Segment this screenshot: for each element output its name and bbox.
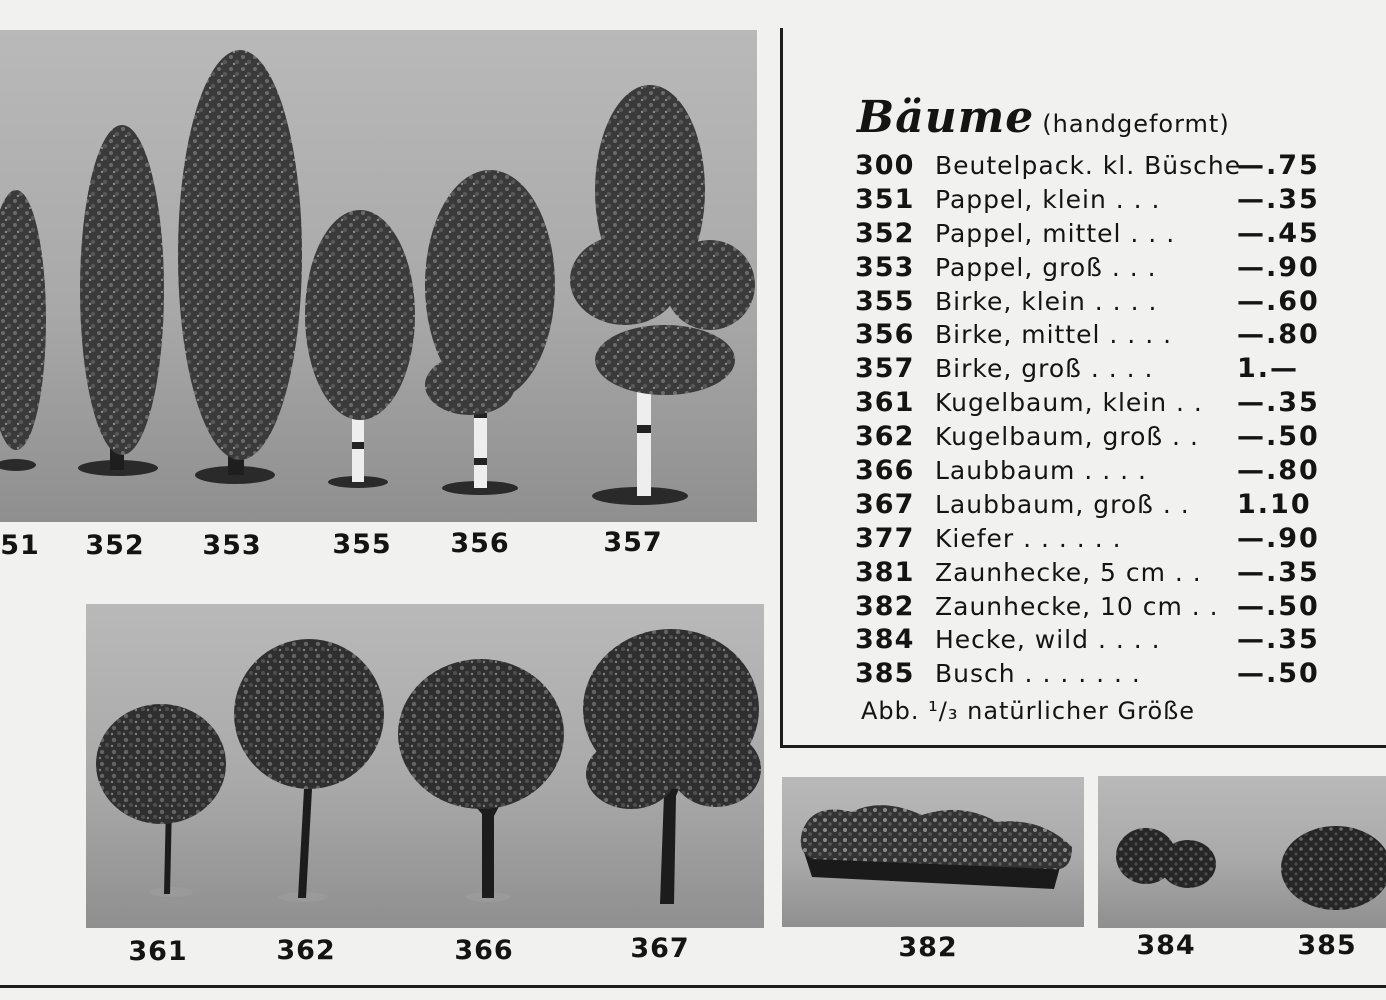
item-price: 1.10 — [1237, 488, 1312, 520]
trees-illustration-top — [0, 30, 757, 522]
item-price: —.80 — [1237, 455, 1320, 487]
vertical-rule — [780, 28, 783, 748]
item-description: Kugelbaum, groß . . — [935, 422, 1199, 452]
item-number: 367 — [855, 488, 915, 520]
item-price: —.50 — [1237, 590, 1320, 622]
item-number: 384 — [855, 624, 915, 656]
trees-illustration-middle — [86, 604, 764, 928]
item-number: 353 — [855, 251, 915, 283]
item-description: Zaunhecke, 10 cm . . — [935, 591, 1219, 621]
item-description: Beutelpack. kl. Büsche — [935, 151, 1242, 180]
item-number: 352 — [855, 217, 915, 249]
photo-bushes — [1098, 776, 1386, 928]
price-list — [855, 150, 1325, 692]
photo-poplars-birches — [0, 30, 757, 522]
item-number: 300 — [855, 150, 915, 181]
figure-label: 384 — [1136, 930, 1196, 961]
catalog-heading — [857, 92, 1230, 143]
price-row — [855, 286, 1325, 320]
item-description: Birke, mittel . . . . — [935, 320, 1173, 350]
bushes-illustration — [1098, 776, 1386, 928]
price-row — [855, 184, 1325, 218]
figure-label: 362 — [276, 935, 336, 966]
item-number: 382 — [855, 590, 915, 622]
figure-label: 361 — [128, 936, 188, 967]
photo-hedge — [782, 777, 1084, 927]
item-price: —.35 — [1237, 556, 1320, 588]
price-row — [855, 319, 1325, 353]
price-row — [855, 523, 1325, 557]
item-description: Laubbaum . . . . — [935, 456, 1147, 486]
scale-footnote: Abb. ¹/₃ natürlicher Größe — [861, 697, 1196, 725]
price-row — [855, 421, 1325, 455]
item-price: —.35 — [1237, 183, 1320, 215]
item-description: Birke, klein . . . . — [935, 286, 1158, 316]
figure-label: 366 — [454, 935, 514, 966]
price-row — [855, 252, 1325, 286]
item-description: Hecke, wild . . . . — [935, 625, 1161, 655]
item-number: 381 — [855, 556, 915, 588]
figure-label: 385 — [1297, 930, 1357, 961]
item-number: 357 — [855, 353, 915, 385]
item-description: Laubbaum, groß . . — [935, 489, 1190, 519]
figure-label: 367 — [630, 933, 690, 964]
item-number: 356 — [855, 319, 915, 351]
price-row — [855, 353, 1325, 387]
heading-subtitle: (handgeformt) — [1042, 110, 1230, 138]
item-price: —.75 — [1237, 150, 1320, 181]
item-price: —.50 — [1237, 658, 1320, 690]
heading-title: Bäume — [857, 92, 1035, 143]
price-row — [855, 591, 1325, 625]
item-number: 366 — [855, 455, 915, 487]
price-row — [855, 658, 1325, 692]
item-price: —.35 — [1237, 624, 1320, 656]
item-number: 355 — [855, 285, 915, 317]
item-price: —.80 — [1237, 319, 1320, 351]
price-row — [855, 387, 1325, 421]
item-number: 351 — [855, 183, 915, 215]
item-number: 377 — [855, 522, 915, 554]
item-description: Kugelbaum, klein . . — [935, 388, 1203, 418]
price-row — [855, 150, 1325, 184]
item-price: —.90 — [1237, 522, 1320, 554]
item-description: Pappel, mittel . . . — [935, 218, 1176, 248]
figure-label: 51 — [0, 530, 40, 561]
figure-label: 353 — [202, 530, 262, 561]
item-description: Pappel, klein . . . — [935, 184, 1161, 214]
item-number: 362 — [855, 421, 915, 453]
item-description: Kiefer . . . . . . — [935, 523, 1122, 553]
price-row — [855, 624, 1325, 658]
price-row — [855, 455, 1325, 489]
price-row — [855, 489, 1325, 523]
price-row — [855, 557, 1325, 591]
figure-label: 355 — [332, 529, 392, 560]
figure-label: 356 — [450, 528, 510, 559]
hedge-illustration — [782, 777, 1084, 927]
photo-round-trees — [86, 604, 764, 928]
box-bottom-rule — [780, 745, 1386, 748]
item-price: —.60 — [1237, 285, 1320, 317]
item-description: Pappel, groß . . . — [935, 252, 1157, 282]
item-number: 361 — [855, 387, 915, 419]
figure-label: 382 — [898, 932, 958, 963]
item-price: —.35 — [1237, 387, 1320, 419]
figure-label: 357 — [603, 527, 663, 558]
item-price: —.50 — [1237, 421, 1320, 453]
item-number: 385 — [855, 658, 915, 690]
item-price: —.90 — [1237, 251, 1320, 283]
item-price: 1.— — [1237, 353, 1300, 385]
figure-label: 352 — [85, 530, 145, 561]
price-row — [855, 218, 1325, 252]
item-description: Birke, groß . . . . — [935, 354, 1154, 384]
item-description: Zaunhecke, 5 cm . . — [935, 557, 1202, 587]
item-description: Busch . . . . . . . — [935, 659, 1141, 689]
item-price: —.45 — [1237, 217, 1320, 249]
page-bottom-rule — [0, 985, 1386, 988]
